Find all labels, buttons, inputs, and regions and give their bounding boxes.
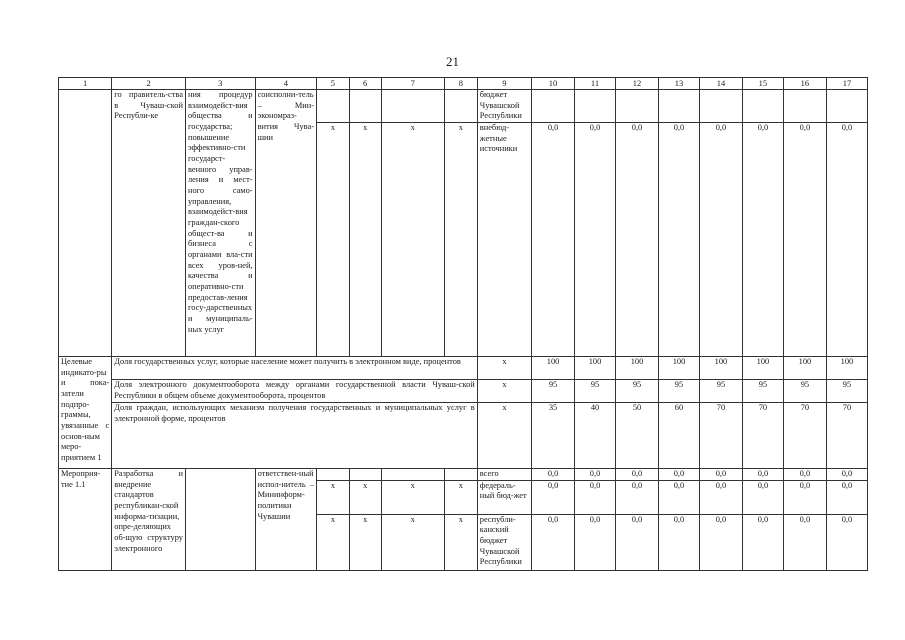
table-row [59, 90, 868, 123]
header-col-2: 2 [112, 78, 186, 90]
mark-cell: x [445, 123, 478, 357]
mark-cell: x [317, 514, 350, 570]
value-cell: 0,0 [783, 514, 826, 570]
mark-cell: x [349, 514, 381, 570]
value-cell: 0,0 [575, 480, 616, 514]
indicator-text: Доля электронного документооборота между органами государственной власти Чуваш-ской Республики в общем объеме документооборота, процентов [112, 380, 478, 403]
value-cell: 50 [616, 403, 659, 469]
table-cell [659, 90, 700, 123]
value-cell: 0,0 [742, 514, 783, 570]
value-cell: 60 [659, 403, 700, 469]
value-cell: 0,0 [699, 123, 742, 357]
table-cell [699, 90, 742, 123]
indicator-text: Доля государственных услуг, которые население может получить в электронном виде, процентов [112, 357, 478, 380]
value-cell: 100 [826, 357, 867, 380]
value-cell: 0,0 [575, 123, 616, 357]
header-col-3: 3 [185, 78, 255, 90]
mark-cell: x [317, 480, 350, 514]
header-col-13: 13 [659, 78, 700, 90]
indicator-text: Доля граждан, использующих механизм получения государственных и муниципальных услуг в электронной форме, процентов [112, 403, 478, 469]
value-cell: 0,0 [616, 123, 659, 357]
block1-source-2: внебюд-жетные источники [477, 123, 531, 357]
value-cell: 0,0 [532, 480, 575, 514]
funding-source: федераль-ный бюд-жет [477, 480, 531, 514]
mark-cell: x [317, 123, 350, 357]
program-table [58, 77, 868, 571]
value-cell: 100 [699, 357, 742, 380]
targets-label: Целевые индикато-ры и пока-затели подпро-граммы, увязанные с основ-ным меро-приятием 1 [59, 357, 112, 469]
value-cell: 95 [742, 380, 783, 403]
header-col-12: 12 [616, 78, 659, 90]
indicator-row [59, 357, 868, 380]
mark-cell: x [445, 480, 478, 514]
header-col-6: 6 [349, 78, 381, 90]
value-cell: 0,0 [659, 514, 700, 570]
value-cell: 0,0 [532, 469, 575, 481]
mark-cell: x [381, 123, 444, 357]
header-col-4: 4 [255, 78, 316, 90]
header-col-15: 15 [742, 78, 783, 90]
block1-col1 [59, 90, 112, 357]
value-cell: 0,0 [575, 469, 616, 481]
value-cell: 0,0 [783, 469, 826, 481]
indicator-row [59, 380, 868, 403]
value-cell: 95 [699, 380, 742, 403]
funding-source: всего [477, 469, 531, 481]
block1-goal-text: го правитель-ства в Чуваш-ской Республи-ке [112, 90, 186, 357]
table-cell [349, 90, 381, 123]
value-cell: 0,0 [659, 480, 700, 514]
value-cell: 70 [699, 403, 742, 469]
header-col-9: 9 [477, 78, 531, 90]
header-col-5: 5 [317, 78, 350, 90]
mark-cell [349, 469, 381, 481]
table-cell [742, 90, 783, 123]
value-cell: 95 [532, 380, 575, 403]
block1-task-text: ния процедур взаимодейст-вия общества и государства; повышение эффективно-сти государст-венного управ-ления и мест-ного само-управления, взаимодейст-вия граждан-ского общест-ва и бизнеса с органами вла-сти всех уров-ней, качества и оперативно-сти предостав-ления госу-дарственных и муниципаль-ных услуг [185, 90, 255, 357]
mark-cell: x [477, 403, 531, 469]
page-number: 21 [446, 54, 459, 69]
table-cell [532, 90, 575, 123]
header-col-14: 14 [699, 78, 742, 90]
value-cell: 0,0 [575, 514, 616, 570]
mark-cell: x [349, 480, 381, 514]
header-col-8: 8 [445, 78, 478, 90]
value-cell: 0,0 [616, 480, 659, 514]
value-cell: 100 [532, 357, 575, 380]
block1-source-1: бюджет Чувашской Республики [477, 90, 531, 123]
value-cell: 0,0 [532, 123, 575, 357]
value-cell: 70 [826, 403, 867, 469]
value-cell: 95 [783, 380, 826, 403]
measure-executor: ответствен-ный испол-нитель – Мининформ-политики Чувашии [255, 469, 316, 571]
value-cell: 100 [575, 357, 616, 380]
header-col-16: 16 [783, 78, 826, 90]
header-col-7: 7 [381, 78, 444, 90]
measure-label: Мероприя-тие 1.1 [59, 469, 112, 571]
value-cell: 0,0 [659, 123, 700, 357]
mark-cell: x [349, 123, 381, 357]
table-cell [826, 90, 867, 123]
mark-cell [317, 469, 350, 481]
funding-source: республи-канский бюджет Чувашской Республики [477, 514, 531, 570]
measure-row [59, 469, 868, 481]
value-cell: 0,0 [616, 514, 659, 570]
mark-cell [445, 469, 478, 481]
mark-cell [381, 469, 444, 481]
value-cell: 0,0 [699, 469, 742, 481]
measure-description: Разработка и внедрение стандартов республикан-ской информа-тизации, опре-деляющих об-щую структуру электронного [112, 469, 186, 571]
value-cell: 100 [616, 357, 659, 380]
table-cell [381, 90, 444, 123]
value-cell: 0,0 [783, 480, 826, 514]
header-col-1: 1 [59, 78, 112, 90]
mark-cell: x [381, 480, 444, 514]
value-cell: 0,0 [742, 480, 783, 514]
value-cell: 100 [659, 357, 700, 380]
value-cell: 70 [783, 403, 826, 469]
header-col-11: 11 [575, 78, 616, 90]
mark-cell: x [477, 357, 531, 380]
mark-cell: x [445, 514, 478, 570]
value-cell: 95 [616, 380, 659, 403]
mark-cell: x [381, 514, 444, 570]
value-cell: 100 [783, 357, 826, 380]
value-cell: 95 [826, 380, 867, 403]
table-cell [783, 90, 826, 123]
column-number-row [59, 78, 868, 90]
block1-executor-text: соисполни-тель – Мин-экономраз-вития Чува-шии [255, 90, 316, 357]
value-cell: 0,0 [699, 480, 742, 514]
value-cell: 35 [532, 403, 575, 469]
table-cell [616, 90, 659, 123]
value-cell: 0,0 [659, 469, 700, 481]
value-cell: 0,0 [826, 480, 867, 514]
mark-cell: x [477, 380, 531, 403]
header-col-10: 10 [532, 78, 575, 90]
indicator-row [59, 403, 868, 469]
value-cell: 95 [575, 380, 616, 403]
table-cell [575, 90, 616, 123]
value-cell: 70 [742, 403, 783, 469]
value-cell: 95 [659, 380, 700, 403]
value-cell: 0,0 [742, 123, 783, 357]
value-cell: 0,0 [826, 469, 867, 481]
value-cell: 0,0 [616, 469, 659, 481]
value-cell: 0,0 [826, 123, 867, 357]
table-cell [317, 90, 350, 123]
value-cell: 0,0 [826, 514, 867, 570]
table-cell [445, 90, 478, 123]
value-cell: 0,0 [532, 514, 575, 570]
value-cell: 0,0 [742, 469, 783, 481]
header-col-17: 17 [826, 78, 867, 90]
value-cell: 0,0 [783, 123, 826, 357]
value-cell: 0,0 [699, 514, 742, 570]
value-cell: 100 [742, 357, 783, 380]
table-cell [185, 469, 255, 571]
value-cell: 40 [575, 403, 616, 469]
